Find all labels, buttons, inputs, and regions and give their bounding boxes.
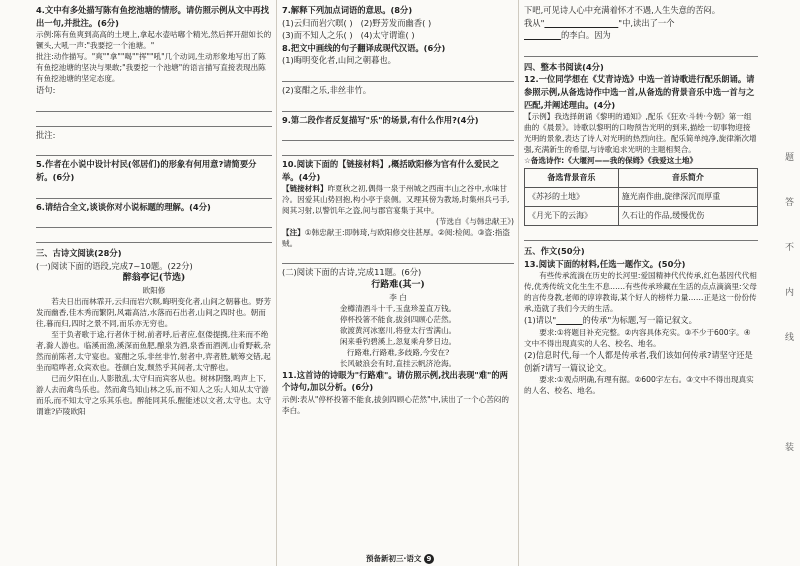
footer-text: 预备新初三·语文	[366, 554, 422, 563]
link-material-label: 【链接材料】	[282, 184, 328, 194]
answer-line[interactable]	[282, 129, 514, 141]
fill-blank[interactable]	[544, 18, 618, 28]
poem-line: 长风破浪会有时,直挂云帆济沧海。	[339, 358, 457, 368]
question-4-annotation: 批注:动作描写。"爽""拿""喝""挥""吼"几个动词,生动形象地写出了陈有鱼挖池塘的坚决与果敢;"我要挖一个池塘"的语言描写直接表现出陈有鱼挖池塘的坚定态度。	[36, 52, 266, 84]
question-11-stem: 11.这首诗的诗眼为"行路难"。请仿照示例,找出表现"难"的两个诗句,加以分析。(6分)	[282, 369, 508, 393]
question-7-stem: 7.解释下列加点词语的意思。(8分)	[282, 5, 413, 15]
table-cell: 《月光下的云海》	[525, 207, 619, 226]
margin-label: 内	[784, 288, 794, 298]
question-7-item: (1)云归而岩穴暝( )	[282, 17, 353, 28]
music-table	[524, 168, 758, 226]
link-material-text: 昨夏秋之初,偶得一泉于州城之西南丰山之谷中,水味甘冷。因爱其山势回抱,构小亭于泉侧。又理其傍为教场,时集州兵弓手,阅其习射,以警饥年之盗,间与郡官宴集于其中。	[282, 184, 510, 216]
poem-line: 金樽清酒斗十千,玉盘珍羞直万钱。	[339, 303, 457, 313]
answer-line[interactable]	[282, 100, 514, 112]
title-blank[interactable]	[556, 315, 582, 325]
question-11-example: 示例:表从"停杯投箸不能食,拔剑四顾心茫然"中,读出了一个心苦闷的李白。	[282, 394, 509, 415]
table-cell: 《苏衫的土地》	[525, 188, 619, 207]
column-right	[524, 4, 758, 552]
fill-text: 的李白。因为	[560, 30, 611, 41]
section-3-heading: 三、古诗文阅读(28分)	[36, 248, 122, 259]
column-left	[36, 4, 272, 552]
question-4-stem: 4.文中有多处描写陈有鱼挖池塘的情形。请仿照示例从文中再找出一句,并批注。(6分)	[36, 5, 269, 28]
page-footer	[0, 553, 800, 564]
question-12-choices: ☆备选诗作:《大堰河——我的保姆》《我爱这土地》	[524, 156, 698, 166]
question-6-stem: 6.请结合全文,谈谈你对小说标题的理解。(4分)	[36, 201, 211, 212]
passage-author: 欧阳修	[142, 285, 166, 295]
question-12-stem: 12.一位同学想在《艾青诗选》中选一首诗歌进行配乐朗诵。请参照示例,从备选诗作中选一首,从备选的背景音乐中选一首与之匹配,并阐述理由。(4分)	[524, 74, 755, 110]
poem-author: 李 白	[389, 292, 407, 302]
question-7-row	[282, 29, 514, 42]
subsection-2-heading: (二)阅读下面的古诗,完成11题。(6分)	[282, 267, 422, 278]
question-13-option-2: (2)信息时代,每一个人都是传承者,我们该如何传承?请坚守还是创新?请写一篇议论文。	[524, 349, 753, 373]
page-number: 9	[424, 554, 434, 564]
question-9-stem: 9.第二段作者反复描写"乐"的场景,有什么作用?(4分)	[282, 114, 479, 125]
answer-line[interactable]	[36, 216, 272, 228]
q11-fill-row	[524, 29, 758, 42]
passage-paragraph-1: 若夫日出而林霏开,云归而岩穴暝,晦明变化者,山间之朝暮也。野芳发而幽香,佳木秀而繁阴,风霜高洁,水落而石出者,山间之四时也。朝而往,暮而归,四时之景不同,而乐亦无穷也。	[36, 296, 272, 328]
question-13-option-1	[524, 314, 758, 327]
question-13-material: 有些传承流淌在历史的长河里:爱国精神代代传承,红色基因代代相传,优秀传统文化生生不息……有些传承珍藏在生活的点点滴滴里:父母的言传身教,老师的谆谆教诲,某个好人的榜样力量……正是这一份份传承,造就了我们今天的生活。	[524, 271, 757, 314]
question-10-stem: 10.阅读下面的【链接材料】,概括欧阳修为官有什么爱民之举。(4分)	[282, 159, 499, 182]
link-material-source: (节选自《与韩忠献王》)	[435, 217, 514, 227]
column-divider	[518, 0, 519, 566]
answer-line[interactable]	[524, 229, 758, 241]
answer-line[interactable]	[524, 45, 758, 57]
question-7-row	[282, 17, 514, 30]
question-7-item: (3)而不知人之乐( )	[282, 30, 353, 41]
note-text: ①韩忠献王:即韩琦,与欧阳修交往甚厚。②阅:检阅。③盗:指盗贼。	[282, 228, 510, 249]
question-7-item: (2)野芳发而幽香( )	[360, 17, 432, 28]
answer-line[interactable]	[36, 144, 272, 156]
poem-line: 欲渡黄河冰塞川,将登太行雪满山。	[339, 325, 457, 335]
option-text: 的传承"为标题,写一篇记叙文。	[582, 315, 697, 326]
passage-title: 醉翁亭记(节选)	[122, 273, 186, 284]
poem-line: 闲来垂钓碧溪上,忽复乘舟梦日边。	[339, 336, 457, 346]
margin-label: 题	[784, 153, 794, 163]
q11-continued-text: 下吧,可见诗人心中充满着怀才不遇,人生失意的苦闷。	[524, 5, 721, 15]
margin-label: 答	[784, 198, 794, 208]
answer-line[interactable]	[36, 100, 272, 112]
question-13-option-1-req: 要求:①将题目补充完整。②内容具体充实。③不少于600字。④文中不得出现真实的人名、校名、地名。	[524, 327, 751, 348]
question-4-example: 示例:陈有鱼爽到高高的土埂上,拿起水壶咕嘟个精光,然后挥开甜如长的镢头,大吼一声:"我要挖一个池塘。"	[36, 30, 272, 51]
table-cell: 久石让的作品,缓慢优伤	[618, 207, 757, 226]
answer-line[interactable]	[282, 144, 514, 156]
poem-line: 行路难,行路难,多歧路,今安在?	[346, 347, 450, 357]
table-header: 音乐简介	[618, 169, 757, 188]
margin-label: 线	[784, 333, 794, 343]
table-header: 备选背景音乐	[525, 169, 619, 188]
question-5-stem: 5.作者在小说中设计村民(邻居们)的形象有何用意?请简要分析。(6分)	[36, 159, 257, 182]
q11-fill-row	[524, 17, 758, 30]
question-13-option-2-req: 要求:①观点明确,有理有据。②600字左右。③文中不得出现真实的人名、校名、地名。	[524, 375, 754, 396]
passage-paragraph-2: 至于负者歌于途,行者休于树,前者呼,后者应,伛偻提携,往来而不绝者,滁人游也。临溪而渔,溪深而鱼肥,酿泉为酒,泉香而酒洌,山肴野蔌,杂然而前陈者,太守宴也。宴酣之乐,非丝非竹,射者中,弈者胜,觥筹交错,起坐而喧哗者,众宾欢也。苍颜白发,颓然乎其间者,太守醉也。	[36, 329, 271, 372]
table-row	[525, 207, 758, 226]
table-cell: 施光南作曲,旋律深沉而厚重	[618, 188, 757, 207]
option-text: (1)请以"	[524, 315, 557, 326]
section-4-heading: 四、整本书阅读(4分)	[524, 61, 604, 72]
question-8-stem: 8.把文中画线的句子翻译成现代汉语。(6分)	[282, 42, 446, 53]
answer-line[interactable]	[36, 115, 272, 127]
answer-line[interactable]	[36, 187, 272, 199]
question-7-item: (4)太守谓谁( )	[360, 30, 415, 41]
table-row	[525, 188, 758, 207]
subsection-1-heading: (一)阅读下面的语段,完成7~10题。(22分)	[36, 260, 193, 271]
section-5-heading: 五、作文(50分)	[524, 246, 585, 257]
sentence-label: 语句:	[36, 85, 56, 96]
annotation-label: 批注:	[36, 129, 56, 140]
margin-label: 装	[784, 443, 794, 453]
fill-text: "中,读出了一个	[618, 17, 675, 28]
fill-blank[interactable]	[524, 30, 561, 40]
column-middle	[282, 4, 514, 552]
poem-line: 停杯投箸不能食,拔剑四顾心茫然。	[339, 314, 457, 324]
answer-line[interactable]	[36, 231, 272, 243]
column-divider	[276, 0, 277, 566]
question-8-sentence-1: (1)晦明变化者,山间之朝暮也。	[282, 55, 396, 66]
answer-line[interactable]	[282, 252, 514, 264]
question-8-sentence-2: (2)宴酣之乐,非丝非竹。	[282, 84, 372, 95]
margin-label: 不	[784, 243, 794, 253]
passage-paragraph-3: 已而夕阳在山,人影散乱,太守归而宾客从也。树林阴翳,鸣声上下,游人去而禽鸟乐也。然而禽鸟知山林之乐,而不知人之乐;人知从太守游而乐,而不知太守之乐其乐也。醉能同其乐,醒能述以文者,太守也。太守谓谁?庐陵欧阳	[36, 373, 272, 416]
answer-line[interactable]	[282, 70, 514, 82]
question-13-stem: 13.阅读下面的材料,任选一题作文。(50分)	[524, 258, 686, 269]
poem-title: 行路难(其一)	[371, 279, 425, 290]
note-label: 【注】	[282, 228, 305, 238]
fill-text: 我从"	[524, 17, 545, 28]
question-12-example: 【示例】我选择朗诵《黎明的通知》,配乐《狂欢·斗转·今朝》第一组曲的《晨景》。诗歌以黎明的口吻预告光明的到来,描绘一切事物迎接光明的景象,表达了诗人对光明的热烈向往。配乐简单纯净,旋律渐次增强,充满新生的希望,与诗歌追求光明的主题相契合。	[524, 112, 757, 155]
